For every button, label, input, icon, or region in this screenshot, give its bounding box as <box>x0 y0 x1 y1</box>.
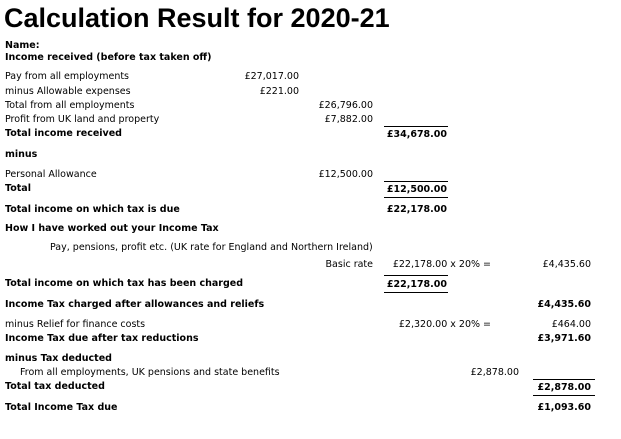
total-deducted-label: Total tax deducted <box>5 381 105 392</box>
divider-line <box>384 275 448 276</box>
tax-after-reductions-value: £3,971.60 <box>537 333 591 344</box>
divider-line <box>384 126 448 127</box>
allowable-label: minus Allowable expenses <box>5 86 131 97</box>
finance-relief-calc: £2,320.00 x 20% = <box>398 319 491 330</box>
total-employments-label: Total from all employments <box>5 100 135 111</box>
basic-rate-calc: £22,178.00 x 20% = <box>392 259 491 270</box>
divider-line <box>384 292 448 293</box>
taxable-income-label: Total income on which tax is due <box>5 204 180 215</box>
pay-value: £27,017.00 <box>244 71 299 82</box>
basic-rate-result: £4,435.60 <box>542 259 591 270</box>
total-deducted-value: £2,878.00 <box>537 382 591 393</box>
tax-charged-label: Income Tax charged after allowances and reliefs <box>5 299 265 310</box>
total-income-value: £34,678.00 <box>386 129 447 140</box>
divider-line <box>384 197 448 198</box>
total-income-label: Total income received <box>5 128 122 139</box>
tax-deducted-heading: minus Tax deducted <box>5 353 112 364</box>
total-due-label: Total Income Tax due <box>5 402 118 413</box>
total-due-value: £1,093.60 <box>537 402 591 413</box>
total-label: Total <box>5 183 31 194</box>
allowable-value: £221.00 <box>259 86 299 97</box>
total-value: £12,500.00 <box>386 184 447 195</box>
property-value: £7,882.00 <box>324 114 373 125</box>
page-title: Calculation Result for 2020-21 <box>4 3 390 33</box>
income-heading: Income received (before tax taken off) <box>5 52 212 63</box>
divider-line <box>533 379 595 380</box>
charged-income-value: £22,178.00 <box>386 279 447 290</box>
personal-allowance-label: Personal Allowance <box>5 169 97 180</box>
taxable-income-value: £22,178.00 <box>386 204 447 215</box>
minus-label: minus <box>5 149 38 160</box>
divider-line <box>533 395 595 396</box>
divider-line <box>384 181 448 182</box>
charged-income-label: Total income on which tax has been charged <box>5 278 243 289</box>
property-label: Profit from UK land and property <box>5 114 160 125</box>
pay-label: Pay from all employments <box>5 71 130 82</box>
pay-pensions-label: Pay, pensions, profit etc. (UK rate for England and Northern Ireland) <box>50 242 373 253</box>
basic-rate-label: Basic rate <box>325 259 373 270</box>
how-heading: How I have worked out your Income Tax <box>5 223 219 234</box>
deducted-sources-value: £2,878.00 <box>470 367 519 378</box>
name-label: Name: <box>5 40 40 51</box>
finance-relief-value: £464.00 <box>551 319 591 330</box>
total-employments-value: £26,796.00 <box>318 100 373 111</box>
personal-allowance-value: £12,500.00 <box>318 169 373 180</box>
tax-after-reductions-label: Income Tax due after tax reductions <box>5 333 199 344</box>
tax-charged-value: £4,435.60 <box>537 299 591 310</box>
finance-relief-label: minus Relief for finance costs <box>5 319 146 330</box>
deducted-sources-label: From all employments, UK pensions and state benefits <box>20 367 280 378</box>
